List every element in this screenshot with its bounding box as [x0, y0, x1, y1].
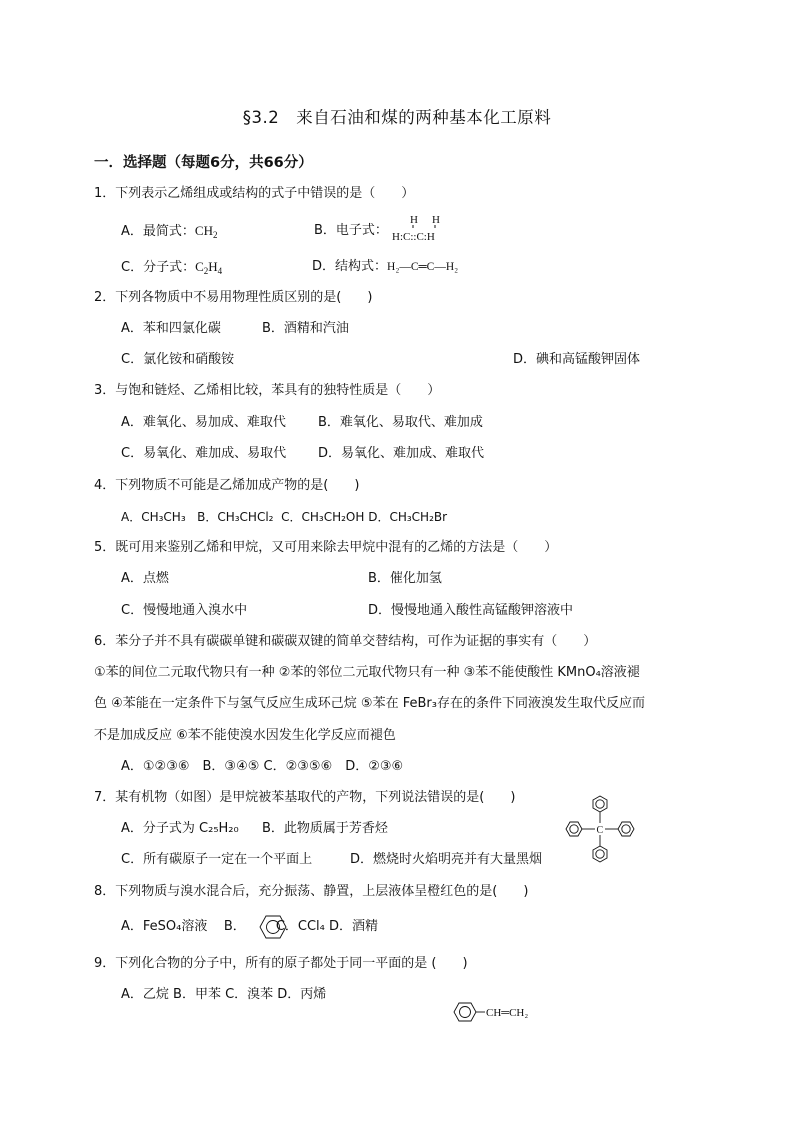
q5-option-c: C．慢慢地通入溴水中 [121, 603, 248, 618]
question-6-stem: 6．苯分子并不具有碳碳单键和碳碳双键的简单交替结构，可作为证据的事实有（ ） [94, 634, 597, 649]
question-7-stem: 7．某有机物（如图）是甲烷被苯基取代的产物，下列说法错误的是( ) [94, 790, 516, 805]
benzene-ring-icon [257, 912, 289, 942]
tetraphenylmethane-structure [562, 794, 638, 866]
center-carbon-label: C [596, 825, 604, 836]
q1-option-d: D．结构式：H₂—C═C—H₂ [312, 259, 459, 274]
q6-options: A．①②③⑥ B．③④⑤ C．②③⑤⑥ D．②③⑥ [121, 759, 404, 774]
styrene-structure [452, 999, 552, 1025]
q7-option-d: D．燃烧时火焰明亮并有大量黑烟 [350, 852, 543, 867]
q1-option-a-label: A．最简式： [121, 224, 195, 239]
q4-options [121, 508, 447, 526]
q7-option-a: A．分子式为 C₂₅H₂₀ [121, 821, 239, 836]
lewis-structure-ethylene [390, 212, 460, 246]
q4-option-d: D．CH₃CH₂Br [368, 510, 448, 524]
question-5-stem: 5．既可用来鉴别乙烯和甲烷，又可用来除去甲烷中混有的乙烯的方法是（ ） [94, 540, 558, 555]
q1-option-a [121, 222, 217, 241]
q2-option-c: C．氯化铵和硝酸铵 [121, 352, 235, 367]
q5-option-b: B．催化加氢 [368, 571, 442, 586]
section-heading: 一．选择题（每题6分，共66分） [94, 155, 313, 171]
q8-options [121, 918, 378, 936]
question-4-stem: 4．下列物质不可能是乙烯加成产物的是( ) [94, 478, 360, 493]
q4-option-b: B．CH₃CHCl₂ [197, 510, 274, 524]
q1-option-c: C．分子式：$C_2H_4$ [121, 259, 223, 276]
q3-option-d: D．易氧化、难加成、难取代 [318, 446, 485, 461]
q5-option-d: D．慢慢地通入酸性高锰酸钾溶液中 [368, 603, 574, 618]
styrene-vinyl-label: CH═CH₂ [486, 1007, 529, 1019]
q6-statement-line-1: ①苯的间位二元取代物只有一种 ②苯的邻位二元取代物只有一种 ③苯不能使酸性 KMnO₄溶液褪 [94, 665, 640, 680]
question-2-stem: 2．下列各物质中不易用物理性质区别的是( ) [94, 290, 373, 305]
q3-option-a: A．难氧化、易加成、难取代 [121, 415, 286, 430]
q1-option-c-formula: $C_2H_4$ [195, 259, 223, 276]
q2-option-b: B．酒精和汽油 [262, 321, 349, 336]
q1-option-b: B．电子式： [314, 223, 388, 238]
q2-option-a: A．苯和四氯化碳 [121, 321, 221, 336]
q3-option-b: B．难氧化、易取代、难加成 [318, 415, 483, 430]
q7-option-c: C．所有碳原子一定在一个平面上 [121, 852, 313, 867]
question-1-stem: 1．下列表示乙烯组成或结构的式子中错误的是（ ） [94, 186, 415, 201]
q8-option-a: A．FeSO₄溶液 [121, 919, 208, 934]
q1-option-d-formula: H₂—C═C—H₂ [387, 261, 459, 273]
q7-option-b: B．此物质属于芳香烃 [262, 821, 388, 836]
q2-option-d: D．碘和高锰酸钾固体 [513, 352, 641, 367]
lewis-h-top-1: H [410, 214, 418, 226]
q1-option-a-formula: $CH_2$ [194, 223, 218, 240]
q8-options-rest: C．CCl₄ D．酒精 [275, 919, 379, 934]
q6-statement-line-3: 不是加成反应 ⑥苯不能使溴水因发生化学反应而褪色 [94, 728, 396, 743]
q6-statement-line-2: 色 ④苯能在一定条件下与氢气反应生成环己烷 ⑤苯在 FeBr₃存在的条件下同液溴发生取代反应而 [94, 696, 645, 711]
question-9-stem: 9．下列化合物的分子中，所有的原子都处于同一平面的是 ( ) [94, 956, 468, 971]
lewis-h-top-2: H [432, 214, 440, 226]
question-8-stem: 8．下列物质与溴水混合后，充分振荡、静置，上层液体呈橙红色的是( ) [94, 884, 529, 899]
q9-options: A．乙烷 B．甲苯 C．溴苯 D．丙烯 [121, 987, 327, 1002]
lewis-main-row: H:C::C:H [392, 231, 435, 243]
question-3-stem: 3．与饱和链烃、乙烯相比较，苯具有的独特性质是（ ） [94, 383, 441, 398]
page-title: §3.2 来自石油和煤的两种基本化工原料 [242, 108, 552, 127]
q4-option-c: C．CH₃CH₂OH [281, 510, 365, 524]
q5-option-a: A．点燃 [121, 571, 169, 586]
q4-option-a: A．CH₃CH₃ [121, 510, 186, 524]
q3-option-c: C．易氧化、难加成、易取代 [121, 446, 287, 461]
q8-option-b: B． [223, 919, 246, 934]
